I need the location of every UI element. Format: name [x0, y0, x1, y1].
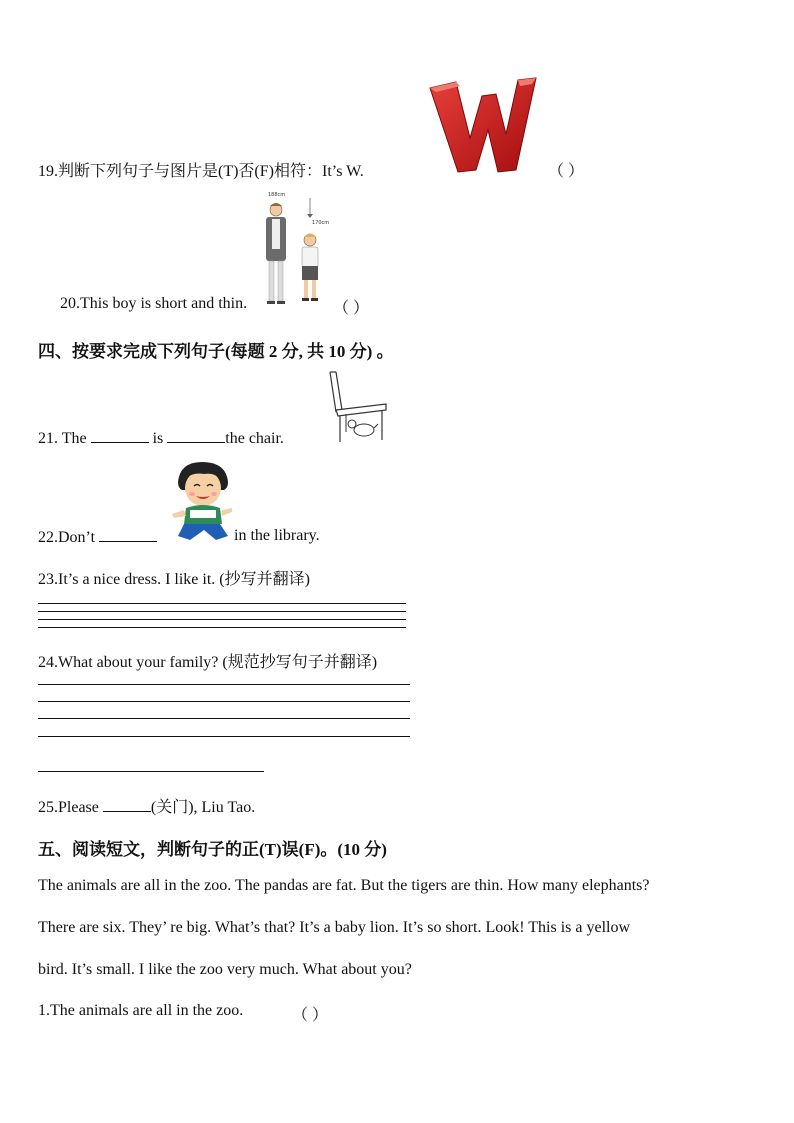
section-4-heading: 四、按要求完成下列句子(每题 2 分, 共 10 分) 。: [38, 342, 394, 361]
q23-writing-line[interactable]: [38, 619, 406, 620]
height-label-tall: 188cm: [268, 192, 286, 198]
q22-question: 22.Don’t: [38, 527, 157, 547]
q24-writing-line[interactable]: [38, 701, 410, 702]
q23-writing-line[interactable]: [38, 603, 406, 604]
q24-writing-line[interactable]: [38, 684, 410, 685]
section-5-heading: 五、阅读短文，判断句子的正(T)误(F)。(10 分): [38, 840, 387, 859]
running-boy-image: [170, 458, 236, 544]
q22-suffix: in the library.: [234, 527, 320, 544]
q23-question: 23.It’s a nice dress. I like it. (抄写并翻译): [38, 571, 310, 588]
q19-question: 19.判断下列句子与图片是(T)否(F)相符：It’s W.: [38, 163, 364, 180]
q23-writing-line[interactable]: [38, 611, 406, 612]
q25-blank[interactable]: [103, 797, 151, 812]
q22-blank[interactable]: [99, 527, 157, 542]
passage-line: bird. It’s small. I like the zoo very much. What about you?: [38, 961, 412, 978]
chair-with-dog-image: [326, 370, 388, 444]
q20-question: 20.This boy is short and thin.: [60, 295, 248, 312]
q21-question: 21. The is the chair.: [38, 430, 284, 447]
reading-question-1: 1.The animals are all in the zoo.: [38, 1002, 244, 1019]
man-and-boy-height-image: [260, 190, 332, 310]
reading-question-1-answer-paren[interactable]: （ ）: [292, 1007, 329, 1024]
q25-question: 25.Please (关门), Liu Tao.: [38, 799, 256, 816]
q21-blank-2[interactable]: [167, 428, 225, 443]
q24-writing-line[interactable]: [38, 736, 410, 737]
q24-writing-line[interactable]: [38, 718, 410, 719]
q20-answer-paren[interactable]: （ ）: [333, 300, 370, 317]
passage-line: The animals are all in the zoo. The pandas are fat. But the tigers are thin. How many elephants?: [38, 877, 650, 894]
q23-writing-line[interactable]: [38, 627, 406, 628]
q21-blank-1[interactable]: [91, 428, 149, 443]
q24-writing-line[interactable]: [38, 771, 264, 772]
q24-question: 24.What about your family? (规范抄写句子并翻译): [38, 654, 378, 671]
passage-line: There are six. They’ re big. What’s that? It’s a baby lion. It’s so short. Look! This is a yellow: [38, 919, 631, 936]
q19-answer-paren[interactable]: （ ）: [548, 163, 585, 180]
height-label-short: 170cm: [312, 220, 330, 226]
letter-w-image: [426, 74, 538, 176]
